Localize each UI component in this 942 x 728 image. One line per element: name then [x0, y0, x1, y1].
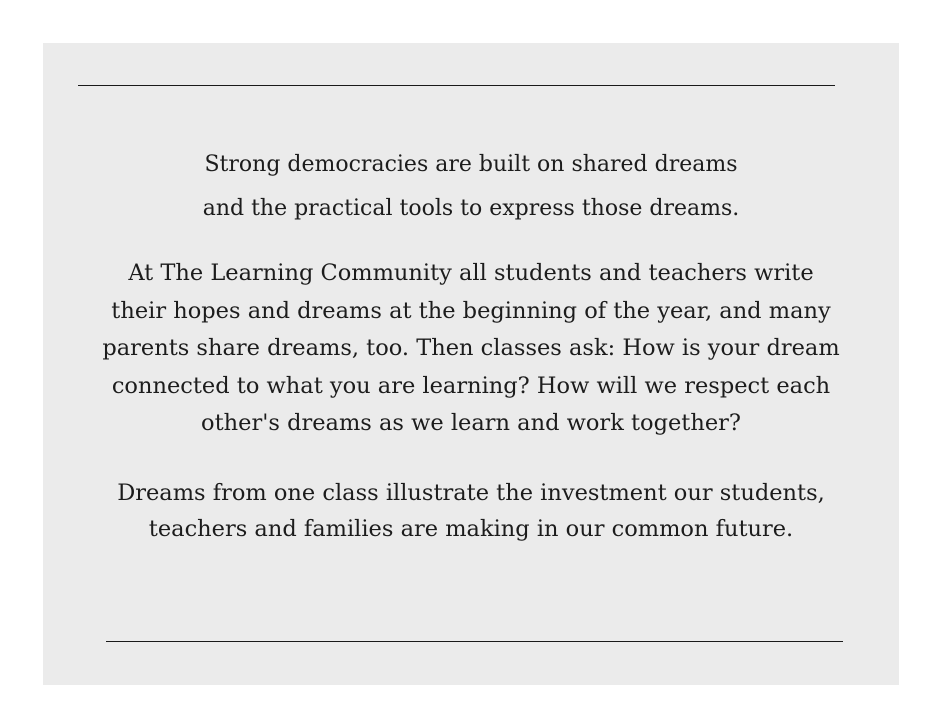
closing-line-2: teachers and families are making in our common future. [148, 516, 794, 542]
slide [43, 43, 899, 685]
body-line-4: connected to what you are learning? How will we respect each [111, 372, 831, 399]
body-line-2: their hopes and dreams at the beginning of the year, and many [111, 297, 831, 324]
body-line-5: other's dreams as we learn and work together? [201, 410, 741, 436]
body-line-3: parents share dreams, too. Then classes ask: How is your dream [102, 335, 840, 361]
intro-line-2: and the practical tools to express those dreams. [202, 196, 740, 221]
body-paragraph [43, 255, 899, 443]
top-divider [78, 85, 835, 86]
closing-paragraph [43, 475, 899, 547]
body-line-1: At The Learning Community all students and teachers write [128, 260, 814, 286]
intro-paragraph [43, 143, 899, 231]
intro-line-1: Strong democracies are built on shared dreams [204, 152, 738, 177]
closing-line-1: Dreams from one class illustrate the investment our students, [117, 480, 825, 506]
bottom-divider [106, 641, 843, 642]
